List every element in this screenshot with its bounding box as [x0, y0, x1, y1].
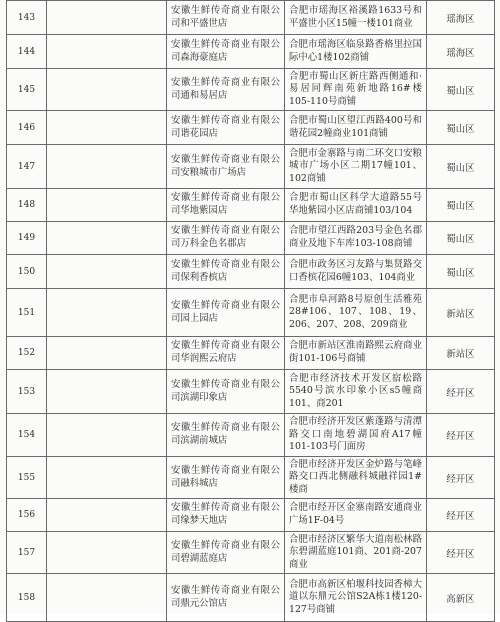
row-number: 151 — [7, 289, 47, 337]
store-address: 合肥市金寨路与南二环交口安粮城市广场小区二期17幢101、102商铺 — [285, 145, 427, 189]
store-name: 安徽生鲜传奇商业有限公司园上园店 — [167, 289, 285, 337]
empty-cell — [47, 289, 167, 337]
store-address: 合肥市经济开发区金炉路与笔峰路交口西北侧融科城融祥园1#楼商 — [285, 457, 427, 499]
store-address: 合肥市高新区柏堰科技园香樟大道以东鼎元公馆S2A栋1楼120-127号商铺 — [285, 574, 427, 622]
empty-cell — [47, 532, 167, 574]
store-district: 蜀山区 — [427, 111, 495, 145]
store-table — [6, 0, 495, 622]
store-district: 新站区 — [427, 289, 495, 337]
store-name: 安徽生鲜传奇商业有限公司万科金色名郡店 — [167, 222, 285, 255]
store-district: 瑶海区 — [427, 1, 495, 35]
store-name: 安徽生鲜传奇商业有限公司安粮城市广场店 — [167, 145, 285, 189]
store-district: 蜀山区 — [427, 69, 495, 111]
row-number: 145 — [7, 69, 47, 111]
empty-cell — [47, 69, 167, 111]
table-row — [7, 337, 495, 370]
empty-cell — [47, 35, 167, 69]
row-number: 152 — [7, 337, 47, 370]
store-district: 蜀山区 — [427, 189, 495, 222]
table-row — [7, 111, 495, 145]
empty-cell — [47, 111, 167, 145]
table-row — [7, 189, 495, 222]
table-row — [7, 289, 495, 337]
row-number: 147 — [7, 145, 47, 189]
table-row — [7, 35, 495, 69]
store-district: 蜀山区 — [427, 222, 495, 255]
store-name: 安徽生鲜传奇商业有限公司华地紫园店 — [167, 189, 285, 222]
store-address: 合肥市经济区繁华大道南松林路东碧湖蓝庭101商、201商-207商业 — [285, 532, 427, 574]
row-number: 148 — [7, 189, 47, 222]
row-number: 146 — [7, 111, 47, 145]
table-row — [7, 457, 495, 499]
store-name: 安徽生鲜传奇商业有限公司鼎元公馆店 — [167, 574, 285, 622]
row-number: 144 — [7, 35, 47, 69]
store-name: 安徽生鲜传奇商业有限公司华润熙云府店 — [167, 337, 285, 370]
store-address: 合肥市瑶海区临泉路香格里拉国际中心1楼102商铺 — [285, 35, 427, 69]
empty-cell — [47, 414, 167, 457]
store-district: 蜀山区 — [427, 145, 495, 189]
store-name: 安徽生鲜传奇商业有限公司森海豪庭店 — [167, 35, 285, 69]
store-address: 合肥市政务区习友路与集贤路交口香槟花园6幢103、104商业 — [285, 255, 427, 289]
table-row — [7, 222, 495, 255]
table-row — [7, 414, 495, 457]
row-number: 149 — [7, 222, 47, 255]
row-number: 155 — [7, 457, 47, 499]
table-row — [7, 145, 495, 189]
table-row — [7, 1, 495, 35]
store-name: 安徽生鲜传奇商业有限公司和平盛世店 — [167, 1, 285, 35]
store-name: 安徽生鲜传奇商业有限公司融科城店 — [167, 457, 285, 499]
store-name: 安徽生鲜传奇商业有限公司滨湖前城店 — [167, 414, 285, 457]
row-number: 150 — [7, 255, 47, 289]
store-name: 安徽生鲜传奇商业有限公司碧湖蓝庭店 — [167, 532, 285, 574]
store-address: 合肥市蜀山区科学大道路55号华地紫园小区店商铺103/104 — [285, 189, 427, 222]
table-row — [7, 574, 495, 622]
row-number: 158 — [7, 574, 47, 622]
empty-cell — [47, 1, 167, 35]
store-address: 合肥市经济开发区紫蓬路与清潭路交口南地碧湖国府A17幢101-103号门面房 — [285, 414, 427, 457]
store-address: 合肥市蜀山区望江西路400号和谐花园2幢商业101商铺 — [285, 111, 427, 145]
store-district: 高新区 — [427, 574, 495, 622]
store-district: 新站区 — [427, 337, 495, 370]
empty-cell — [47, 370, 167, 414]
row-number: 143 — [7, 1, 47, 35]
table-row — [7, 499, 495, 532]
row-number: 157 — [7, 532, 47, 574]
store-name: 安徽生鲜传奇商业有限公司谐花园店 — [167, 111, 285, 145]
store-address: 合肥市新站区淮南路熙云府商业街101-106号商铺 — [285, 337, 427, 370]
store-district: 蜀山区 — [427, 255, 495, 289]
row-number: 154 — [7, 414, 47, 457]
empty-cell — [47, 499, 167, 532]
empty-cell — [47, 457, 167, 499]
store-district: 经开区 — [427, 370, 495, 414]
empty-cell — [47, 222, 167, 255]
store-address: 合肥市经济技术开发区宿松路5540号滨水印象小区s5幢商101、商201 — [285, 370, 427, 414]
store-district: 瑶海区 — [427, 35, 495, 69]
table-row — [7, 370, 495, 414]
empty-cell — [47, 255, 167, 289]
store-address: 合肥市阜河路8号原创生活雅苑28#106、107、108、19、206、207、208、209商业 — [285, 289, 427, 337]
store-name: 安徽生鲜传奇商业有限公司缘梦天地店 — [167, 499, 285, 532]
empty-cell — [47, 189, 167, 222]
store-address: 合肥市望江西路203号金色名郡商业及地下车库103-108商铺 — [285, 222, 427, 255]
store-district: 经开区 — [427, 499, 495, 532]
store-district: 经开区 — [427, 414, 495, 457]
empty-cell — [47, 337, 167, 370]
store-name: 安徽生鲜传奇商业有限公司通和易居店 — [167, 69, 285, 111]
empty-cell — [47, 145, 167, 189]
table-row — [7, 69, 495, 111]
table-row — [7, 255, 495, 289]
store-address: 合肥市瑶海区裕溪路1633号和平盛世小区15幢一楼101商业 — [285, 1, 427, 35]
store-address: 合肥市蜀山区新庄路西侧通和·易居同辉南苑新地路16#楼105-110号商铺 — [285, 69, 427, 111]
store-name: 安徽生鲜传奇商业有限公司保利香槟店 — [167, 255, 285, 289]
store-name: 安徽生鲜传奇商业有限公司滨湖印象店 — [167, 370, 285, 414]
table-row — [7, 532, 495, 574]
store-district: 经开区 — [427, 457, 495, 499]
store-address: 合肥市经开区金寨南路安通商业广场1F-04号 — [285, 499, 427, 532]
row-number: 153 — [7, 370, 47, 414]
row-number: 156 — [7, 499, 47, 532]
store-district: 经开区 — [427, 532, 495, 574]
empty-cell — [47, 574, 167, 622]
